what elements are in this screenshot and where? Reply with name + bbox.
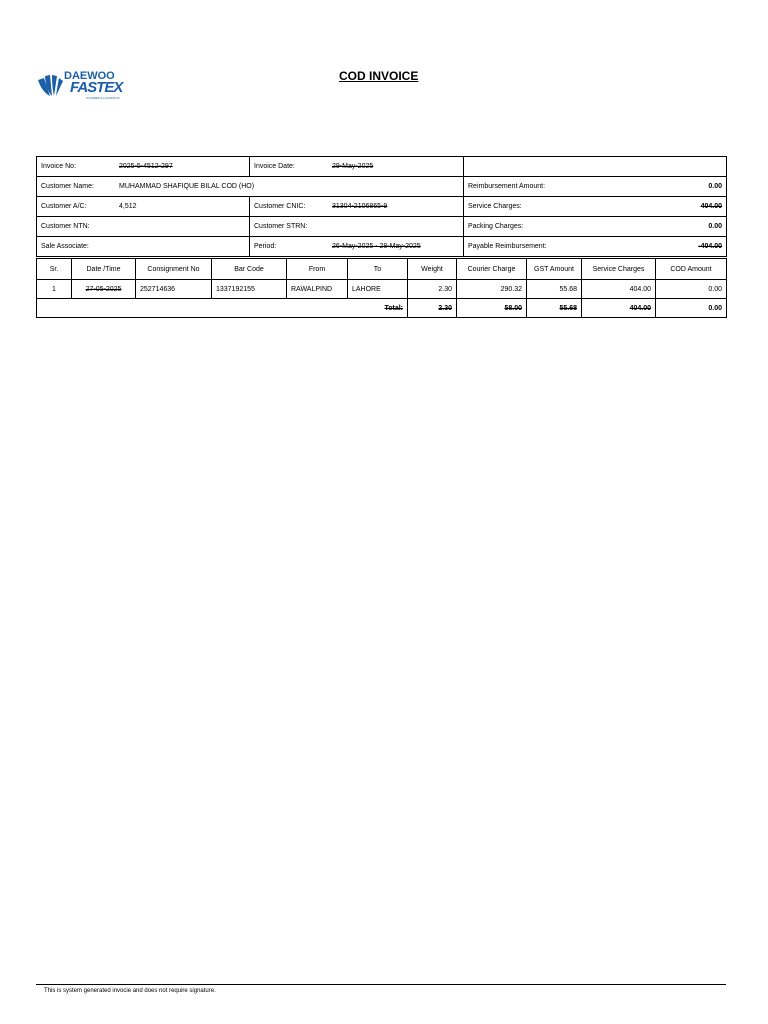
cell-gst: 55.68	[527, 280, 582, 299]
cell-service: 404.00	[582, 280, 656, 299]
invoice-header-table	[36, 156, 727, 257]
customer-ac-label: Customer A/C:	[41, 203, 87, 210]
invoice-no-label: Invoice No:	[41, 163, 77, 170]
reimbursement-value: 0.00	[708, 183, 722, 190]
footer-divider	[36, 984, 726, 985]
total-cod: 0.00	[656, 299, 727, 318]
invoice-date-label: Invoice Date:	[254, 163, 295, 170]
col-header: To	[348, 259, 408, 280]
invoice-date-value: 29-May-2025	[332, 163, 374, 170]
cell-consignment: 252714636	[136, 280, 212, 299]
cell-date: 27-05-2025	[72, 280, 136, 299]
col-header: From	[287, 259, 348, 280]
customer-name-value: MUHAMMAD SHAFIQUE BILAL COD (HO)	[119, 183, 255, 190]
strn-label: Customer STRN:	[254, 223, 308, 230]
col-header: Consignment No	[136, 259, 212, 280]
col-header: Service Charges	[582, 259, 656, 280]
table-row	[37, 280, 727, 299]
total-service: 404.00	[582, 299, 656, 318]
cell-from: RAWALPIND	[287, 280, 348, 299]
service-charges-label: Service Charges:	[468, 203, 522, 210]
footer-note: This is system generated invocie and does not require signature.	[44, 988, 216, 994]
total-weight: 2.30	[408, 299, 457, 318]
period-value: 26-May-2025 - 28-May-2025	[332, 243, 421, 250]
customer-ac-value: 4,512	[119, 203, 137, 210]
cell-weight: 2.30	[408, 280, 457, 299]
brand-line1: DAEWOO	[64, 70, 115, 82]
cell-cod: 0.00	[656, 280, 727, 299]
reimbursement-label: Reimbursement Amount:	[468, 183, 546, 190]
col-header: Bar Code	[212, 259, 287, 280]
payable-label: Payable Reimbursement:	[468, 243, 547, 250]
invoice-no-value: 2025-5-4512-297	[119, 163, 173, 170]
cnic-label: Customer CNIC:	[254, 203, 306, 210]
period-label: Period:	[254, 243, 277, 250]
payable-value: -404.00	[698, 243, 722, 250]
col-header: Weight	[408, 259, 457, 280]
total-courier: 58.00	[457, 299, 527, 318]
cell-to: LAHORE	[348, 280, 408, 299]
cell-barcode: 1337192155	[212, 280, 287, 299]
table-header-row	[37, 259, 727, 280]
brand-tagline: COURIER & LOGISTICS	[86, 96, 120, 100]
total-label: Total:	[37, 299, 408, 318]
col-header: COD Amount	[656, 259, 727, 280]
sale-associate-label: Sale Associate:	[41, 243, 89, 250]
col-header: Date /Time	[72, 259, 136, 280]
daewoo-fastex-logo	[36, 70, 122, 102]
customer-name-label: Customer Name:	[41, 183, 94, 190]
total-row	[37, 299, 727, 318]
cell-sr: 1	[37, 280, 72, 299]
cell-courier: 290.32	[457, 280, 527, 299]
col-header: Sr.	[37, 259, 72, 280]
total-gst: 55.68	[527, 299, 582, 318]
packing-label: Packing Charges:	[468, 223, 524, 230]
ntn-label: Customer NTN:	[41, 223, 90, 230]
consignment-table	[36, 258, 727, 318]
col-header: GST Amount	[527, 259, 582, 280]
page-title: COD INVOICE	[339, 69, 419, 83]
col-header: Courier Charge	[457, 259, 527, 280]
brand-line2: FASTEX	[70, 79, 123, 96]
service-charges-value: 404.00	[700, 203, 722, 210]
cnic-value: 31304-2106865-9	[332, 203, 388, 210]
packing-value: 0.00	[708, 223, 722, 230]
